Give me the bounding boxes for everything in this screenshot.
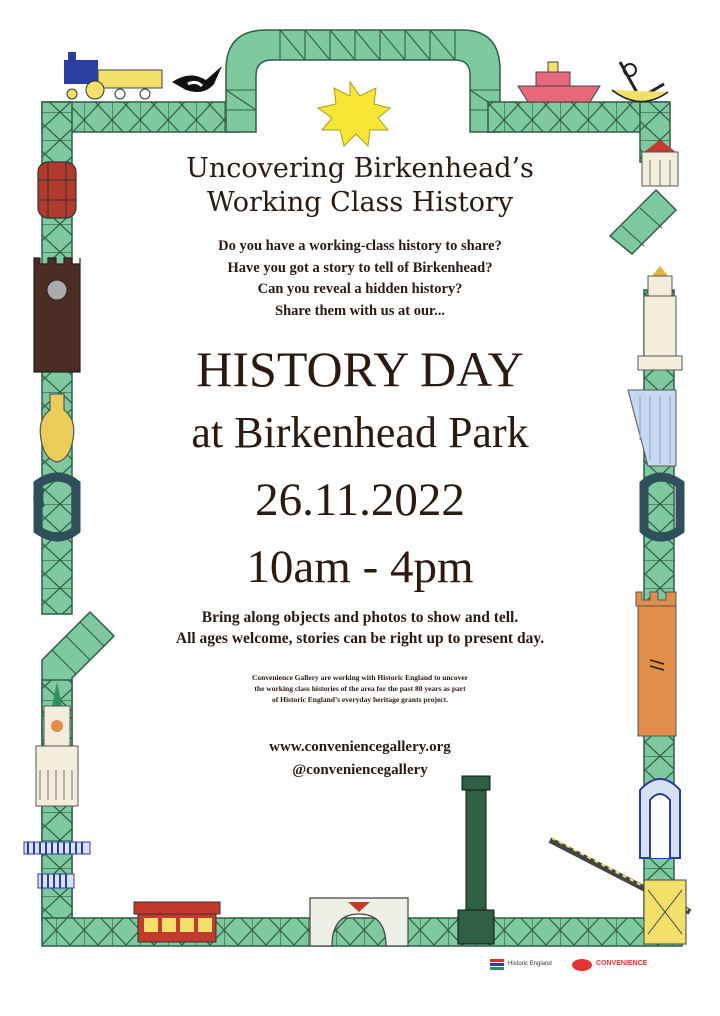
sponsor-logos [486, 958, 686, 972]
title-line-1: Uncovering Birkenhead’s [186, 153, 534, 184]
monument-icon [458, 776, 494, 944]
event-heading: HISTORY DAY [196, 341, 524, 397]
event-date: 26.11.2022 [255, 474, 465, 526]
ferry-icon [518, 62, 600, 102]
poster-title [100, 152, 620, 220]
event-location: at Birkenhead Park [191, 408, 529, 457]
project-line-3: of Historic England’s everyday heritage grants project. [271, 695, 448, 704]
barrel-icon [38, 162, 76, 218]
bring-line-1: Bring along objects and photos to show and tell. [201, 609, 519, 626]
tower-icon [34, 258, 80, 372]
project-description [170, 672, 550, 705]
question-line-1: Do you have a working-class history to share? [218, 238, 502, 254]
sun-icon [318, 82, 390, 146]
train-icon [64, 52, 162, 99]
historic-england-logo-icon [490, 959, 504, 971]
gate-right-icon [640, 779, 680, 858]
tower-block-icon [628, 390, 676, 466]
project-line-2: the working class histories of the area for the past 80 years as part [254, 684, 466, 693]
historic-england-logo: Historic England [508, 961, 552, 967]
convenience-logo-icon [572, 959, 592, 971]
water-tower-icon [636, 592, 676, 736]
convenience-logo: CONVENIENCE [596, 960, 648, 967]
question-line-4: Share them with us at our... [275, 302, 445, 319]
question-line-2: Have you got a story to tell of Birkenhead? [227, 259, 493, 276]
contact-block [100, 736, 620, 782]
title-line-2: Working Class History [206, 187, 514, 218]
bring-line-2: All ages welcome, stories can be right up to present day. [175, 630, 545, 647]
website-link[interactable]: www.conveniencegallery.org [269, 739, 451, 755]
bring-along-text [100, 607, 620, 649]
question-block [100, 236, 620, 322]
lighthouse-icon [638, 266, 682, 370]
project-line-1: Convenience Gallery are working with Historic England to uncover [251, 673, 469, 682]
magpie-icon [172, 66, 222, 92]
tram-icon [134, 902, 220, 942]
event-time: 10am - 4pm [246, 541, 474, 593]
question-line-3: Can you reveal a hidden history? [257, 281, 463, 297]
social-handle[interactable]: @conveniencegallery [292, 762, 428, 778]
sextant-icon [612, 62, 668, 102]
